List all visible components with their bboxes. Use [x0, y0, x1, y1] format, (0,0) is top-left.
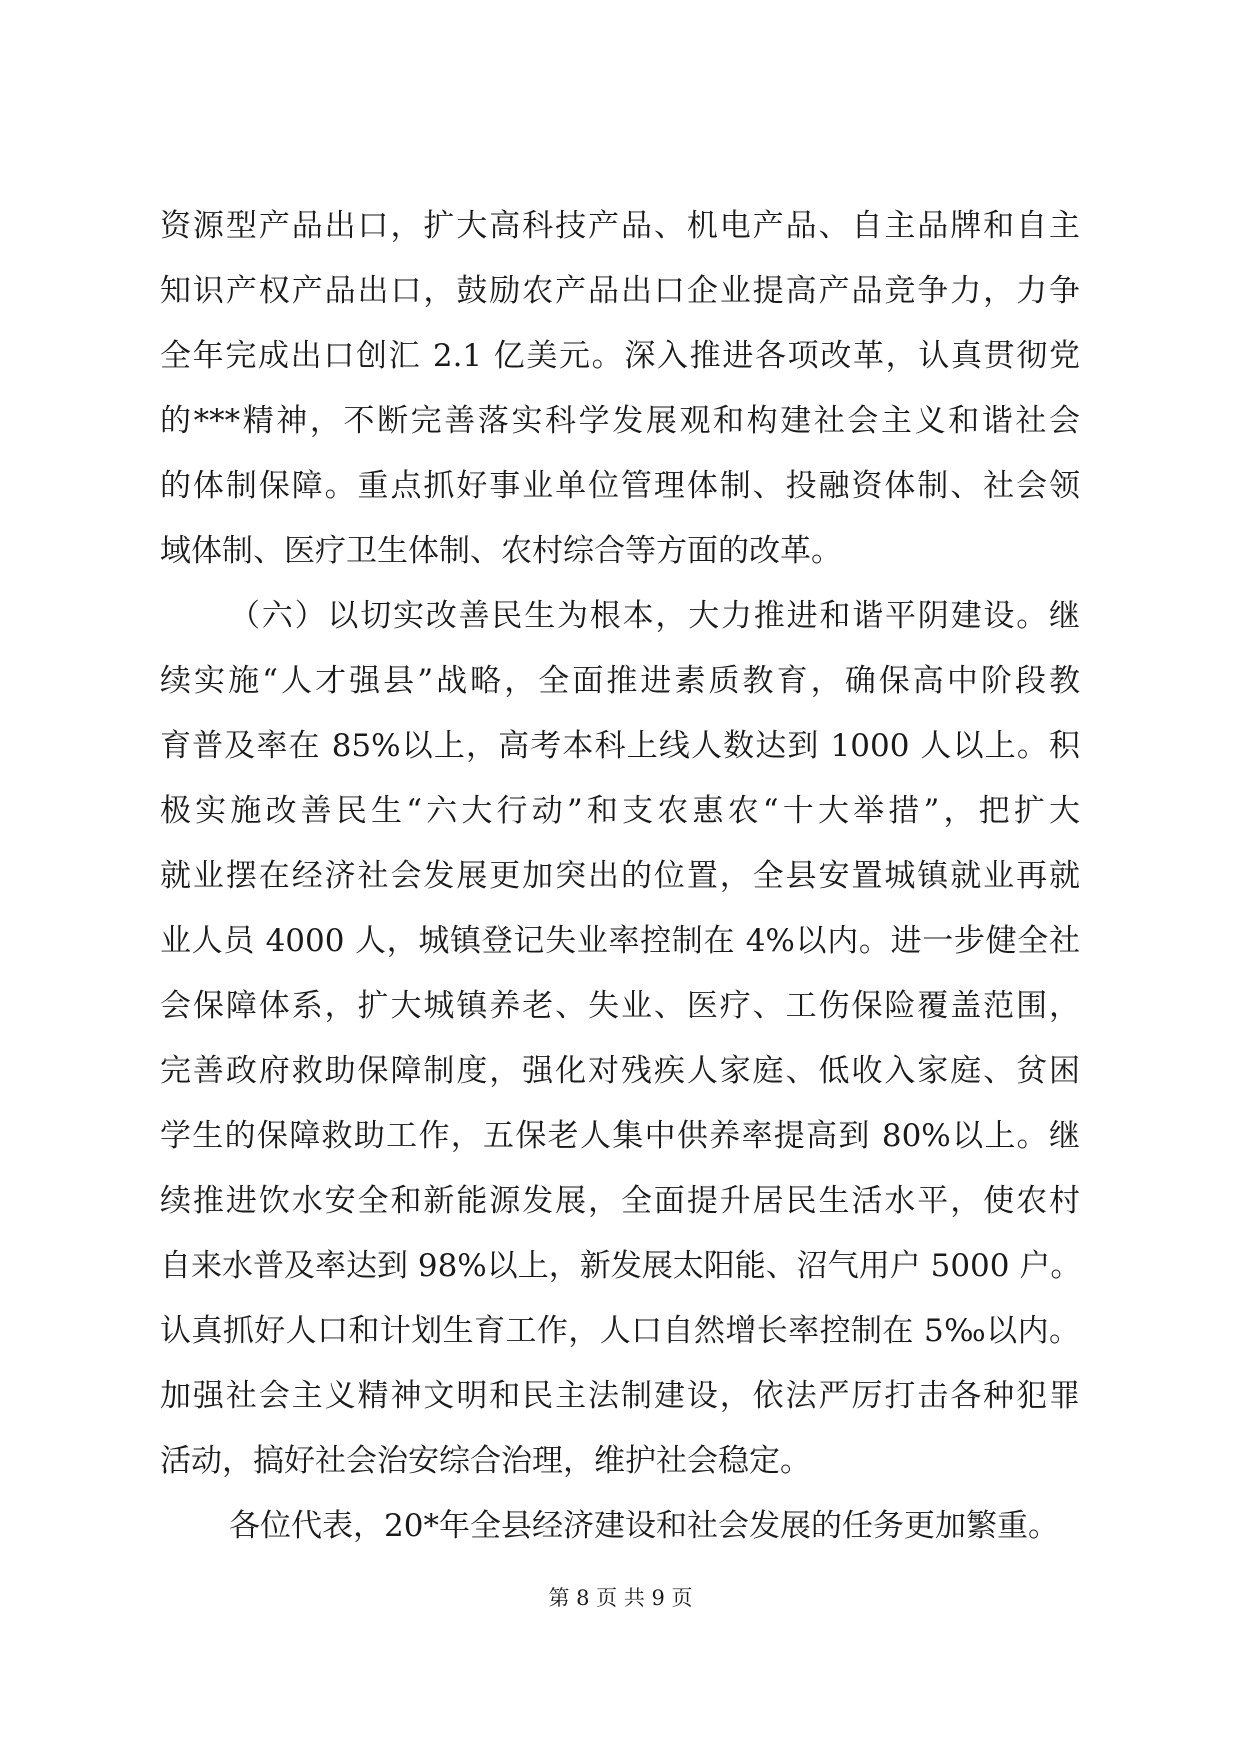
body-line-5: 的体制保障。重点抓好事业单位管理体制、投融资体制、社会领 — [160, 468, 1080, 504]
page-number-footer: 第 8 页 共 9 页 — [548, 1586, 693, 1610]
body-line-14: 完善政府救助保障制度，强化对残疾人家庭、低收入家庭、贫困 — [160, 1053, 1080, 1089]
body-line-15: 学生的保障救助工作，五保老人集中供养率提高到 80%以上。继 — [160, 1118, 1080, 1154]
body-line-6: 域体制、医疗卫生体制、农村综合等方面的改革。 — [160, 533, 842, 569]
body-line-13: 会保障体系，扩大城镇养老、失业、医疗、工伤保险覆盖范围， — [160, 988, 1080, 1024]
body-line-3: 全年完成出口创汇 2.1 亿美元。深入推进各项改革，认真贯彻党 — [160, 338, 1080, 374]
body-line-2: 知识产权产品出口，鼓励农产品出口企业提高产品竞争力，力争 — [160, 273, 1080, 309]
body-line-10: 极实施改善民生“六大行动”和支农惠农“十大举措”，把扩大 — [160, 793, 1080, 829]
body-line-12: 业人员 4000 人，城镇登记失业率控制在 4%以内。进一步健全社 — [160, 923, 1080, 959]
body-line-18: 认真抓好人口和计划生育工作，人口自然增长率控制在 5‰以内。 — [160, 1313, 1080, 1349]
body-line-9: 育普及率在 85%以上，高考本科上线人数达到 1000 人以上。积 — [160, 728, 1080, 764]
body-line-1: 资源型产品出口，扩大高科技产品、机电产品、自主品牌和自主 — [160, 208, 1080, 244]
body-line-19: 加强社会主义精神文明和民主法制建设，依法严厉打击各种犯罪 — [160, 1378, 1080, 1414]
body-line-20: 活动，搞好社会治安综合治理，维护社会稳定。 — [160, 1443, 811, 1479]
body-line-17: 自来水普及率达到 98%以上，新发展太阳能、沼气用户 5000 户。 — [160, 1248, 1082, 1284]
body-line-8: 续实施“人才强县”战略，全面推进素质教育，确保高中阶段教 — [160, 663, 1080, 699]
section-heading-line: （六）以切实改善民生为根本，大力推进和谐平阴建设。继 — [229, 598, 1080, 634]
body-line-11: 就业摆在经济社会发展更加突出的位置，全县安置城镇就业再就 — [160, 858, 1080, 894]
body-line-4: 的***精神，不断完善落实科学发展观和构建社会主义和谐社会 — [160, 403, 1080, 439]
closing-line: 各位代表，20*年全县经济建设和社会发展的任务更加繁重。 — [229, 1508, 1059, 1544]
body-line-16: 续推进饮水安全和新能源发展，全面提升居民生活水平，使农村 — [160, 1183, 1080, 1219]
